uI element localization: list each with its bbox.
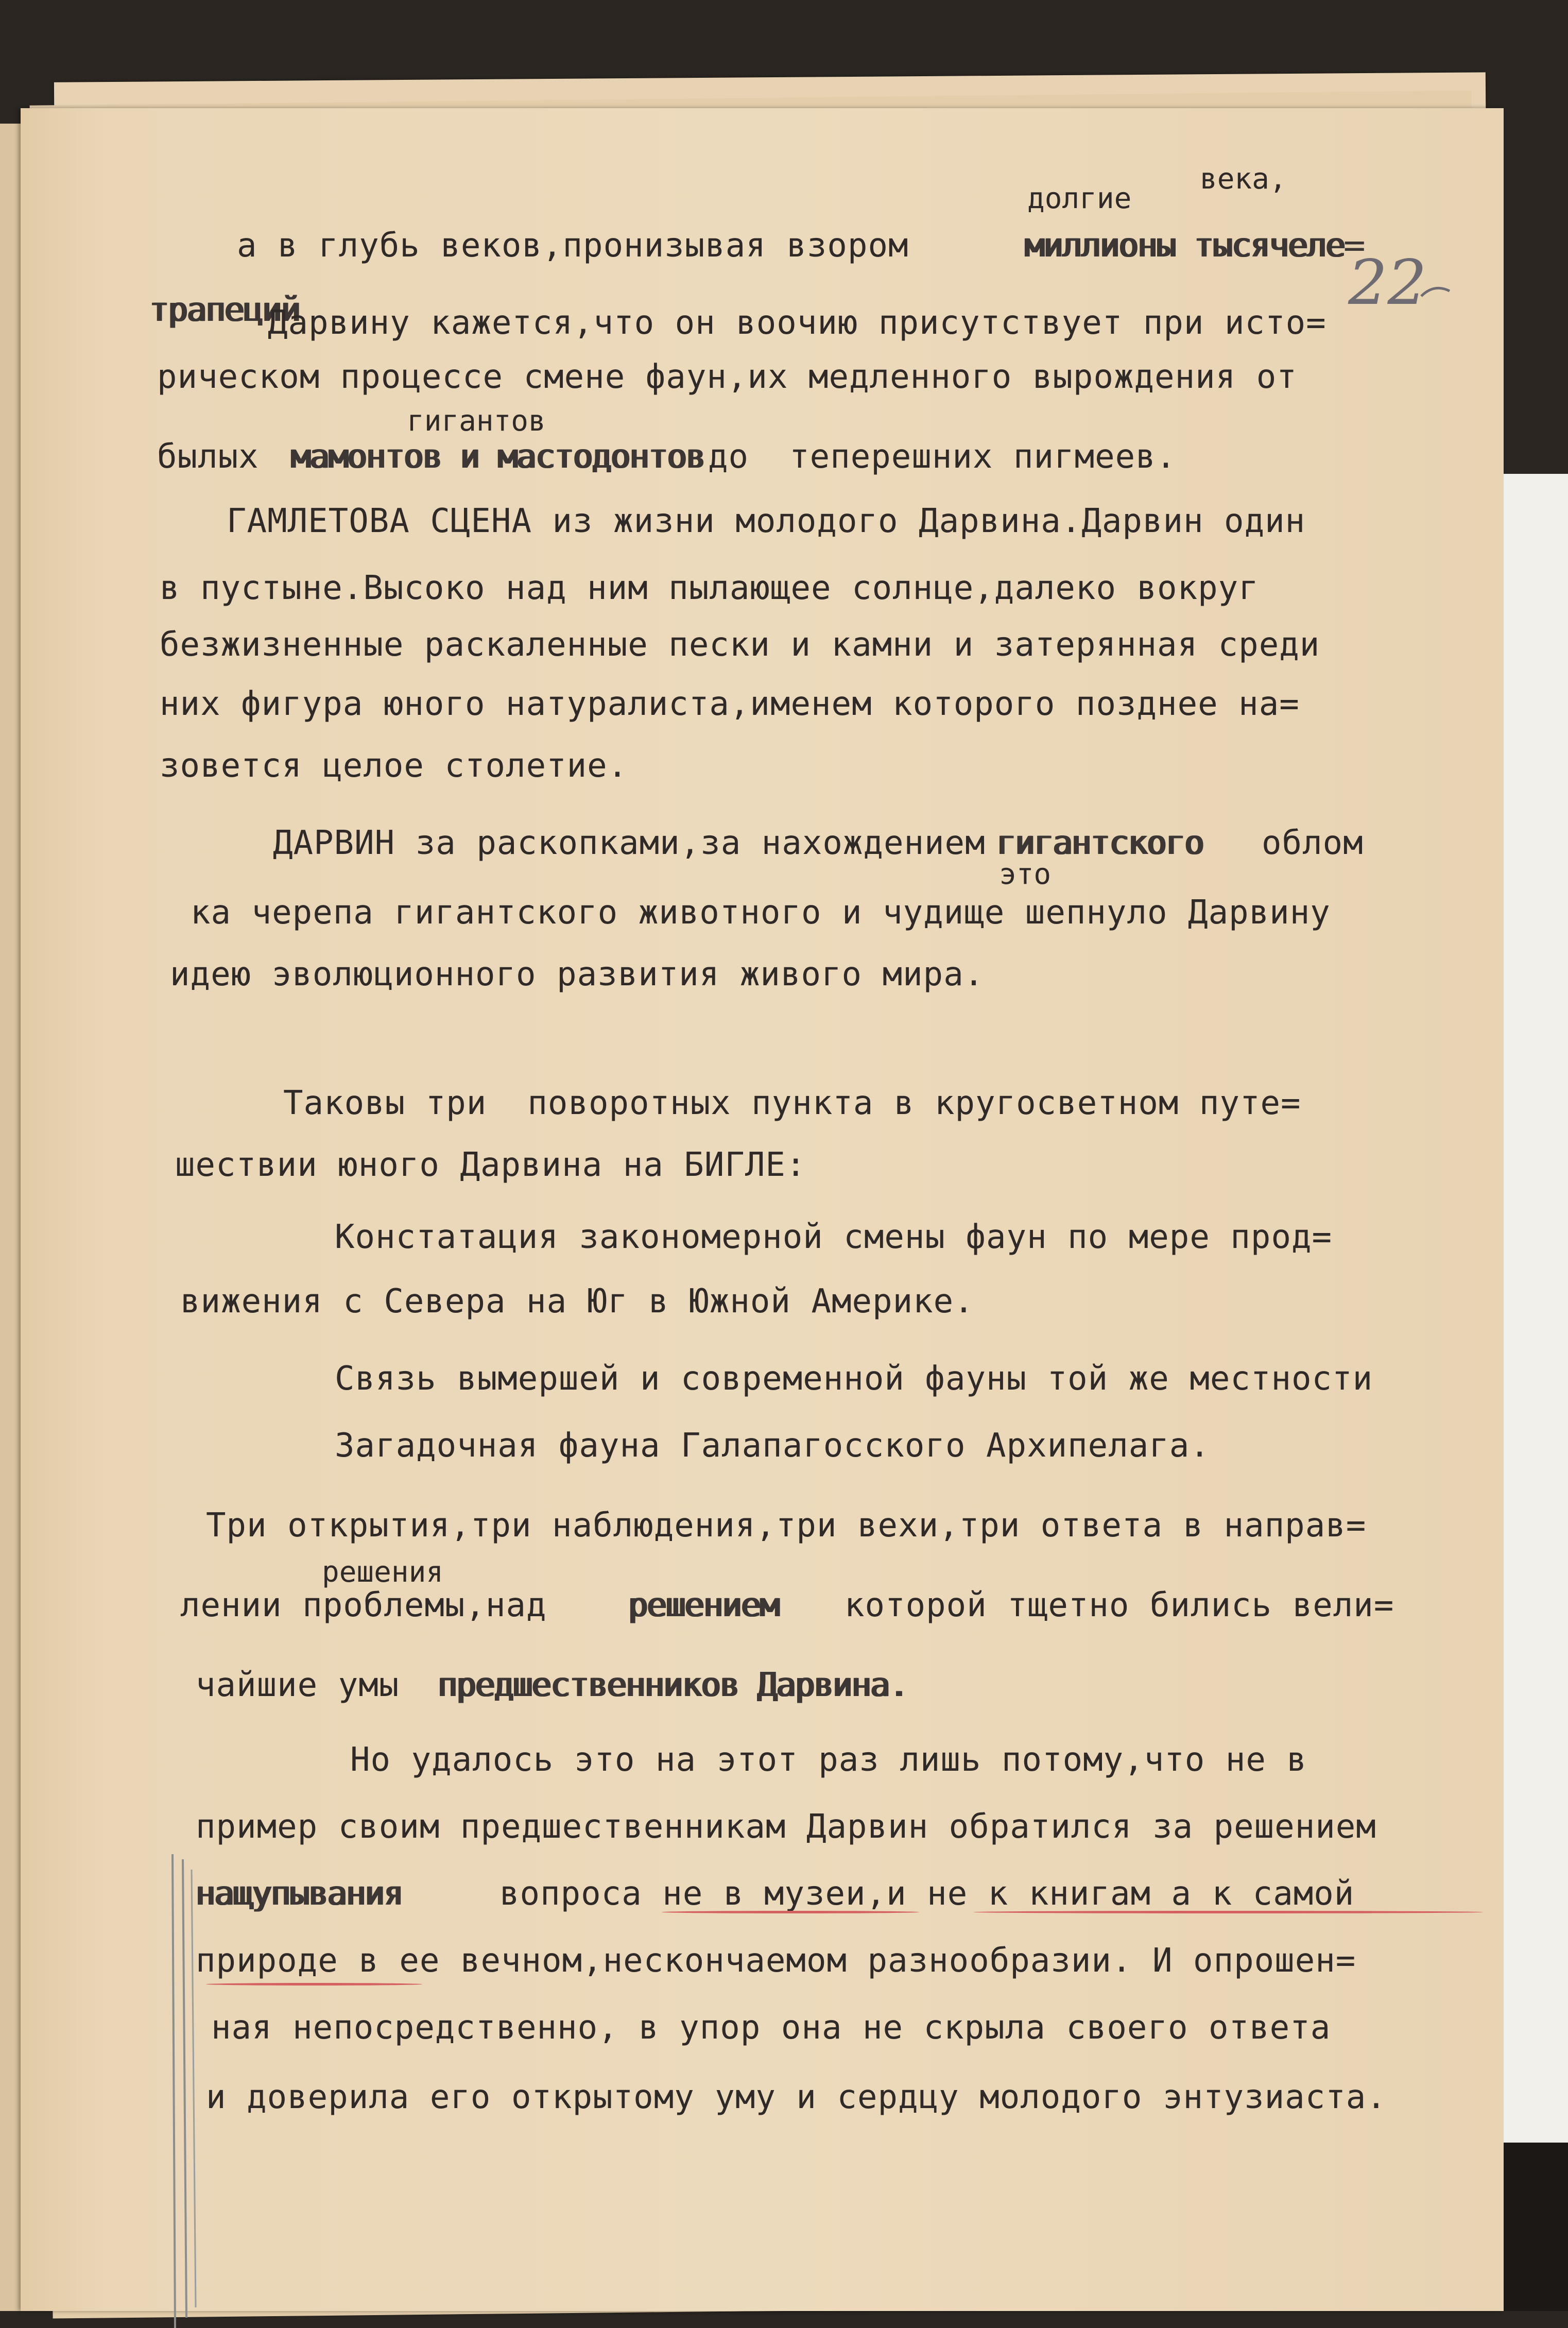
line-20b: которой тщетно бились вели=	[845, 1586, 1394, 1624]
underlying-white-paper	[1504, 474, 1568, 2143]
insertion-dolgie: долгие	[1027, 182, 1132, 215]
red-underline-2	[973, 1911, 1483, 1913]
strikeout-5: решением	[628, 1586, 779, 1624]
insertion-gigantov: гигантов	[407, 404, 546, 438]
line-20a: лении проблемы,над	[180, 1586, 547, 1624]
line-24: вопроса не в музеи,и не к книгам а к самой	[499, 1875, 1355, 1913]
line-4b: до теперешних пигмеев.	[708, 438, 1177, 476]
line-6: в пустыне.Высоко над ним пылающее солнце,далеко вокруг	[160, 569, 1259, 607]
red-underline-1	[662, 1911, 919, 1913]
line-1: а в глубь веков,пронизывая взором	[237, 227, 909, 265]
insertion-veka: века,	[1200, 162, 1287, 196]
strikeout-7: нащупывания	[196, 1875, 403, 1913]
line-25: природе в ее вечном,нескончаемом разнообразии. И опрошен=	[196, 1942, 1356, 1980]
line-2: Дарвину кажется,что он воочию присутствует при исто=	[268, 304, 1326, 342]
line-10a: ДАРВИН за раскопками,за нахождением	[273, 824, 986, 862]
line-12: идею эволюционного развития живого мира.	[170, 955, 985, 994]
line-15: Констатация закономерной смены фаун по мере прод=	[335, 1218, 1333, 1256]
line-14: шествии юного Дарвина на БИГЛЕ:	[175, 1146, 806, 1184]
insertion-eto: это	[999, 858, 1052, 891]
line-22: Но удалось это на этот раз лишь потому,что не в	[350, 1741, 1307, 1779]
strikeout-4: гигантского	[996, 824, 1203, 862]
red-underline-3	[206, 1983, 422, 1985]
strikeout-1: миллионы тысячеле=	[1025, 227, 1364, 265]
line-11: ка черепа гигантского животного и чудище шепнуло Дарвину	[191, 894, 1331, 932]
line-19: Три открытия,три наблюдения,три вехи,три ответа в направ=	[206, 1507, 1367, 1545]
line-17: Связь вымершей и современной фауны той же местности	[335, 1360, 1373, 1398]
strikeout-2: трапеций	[149, 291, 300, 329]
line-9: зовется целое столетие.	[160, 747, 628, 785]
pencil-margin-mark	[160, 1854, 206, 2328]
line-7: безжизненные раскаленные пески и камни и затерянная среди	[160, 626, 1320, 664]
strikeout-3: мамонтов и мастодонтов	[291, 438, 705, 476]
line-3: рическом процессе смене фаун,их медленного вырождения от	[157, 358, 1297, 396]
svg-text:22: 22	[1348, 247, 1427, 319]
line-23: пример своим предшественникам Дарвин обратился за решением	[196, 1808, 1376, 1846]
line-8: них фигура юного натуралиста,именем которого позднее на=	[160, 685, 1300, 723]
line-26: ная непосредственно, в упор она не скрыла своего ответа	[211, 2009, 1331, 2047]
strikeout-6: предшественников Дарвина.	[438, 1666, 908, 1704]
typewritten-page	[21, 108, 1504, 2311]
line-10b: облом	[1262, 824, 1364, 862]
line-18: Загадочная фауна Галапагосского Архипелага.	[335, 1427, 1210, 1465]
line-21a: чайшие умы	[196, 1666, 400, 1704]
line-16: вижения с Севера на Юг в Южной Америке.	[180, 1282, 974, 1321]
insertion-resheniya: решения	[322, 1555, 444, 1589]
line-5: ГАМЛЕТОВА СЦЕНА из жизни молодого Дарвина.Дарвин один	[227, 502, 1306, 540]
line-4a: былых	[157, 438, 259, 476]
line-27: и доверила его открытому уму и сердцу молодого энтузиаста.	[206, 2078, 1387, 2116]
dark-background-corner	[1504, 2143, 1568, 2311]
line-13: Таковы три поворотных пункта в кругосветном путе=	[283, 1084, 1301, 1122]
